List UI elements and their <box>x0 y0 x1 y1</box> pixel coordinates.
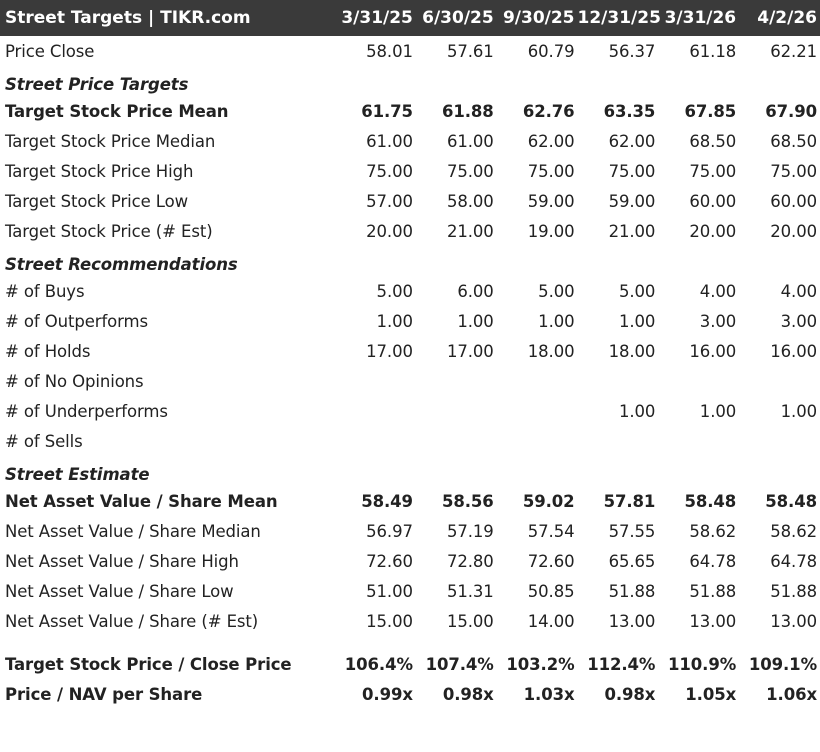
row-label: # of Sells <box>5 431 83 451</box>
table-row-target-mean <box>0 96 820 126</box>
cell-value: 68.50 <box>770 131 817 151</box>
cell-value: 57.61 <box>446 41 494 61</box>
column-header: 9/30/25 <box>502 8 575 28</box>
cell-value: 75.00 <box>366 161 413 181</box>
table-row-nav-high <box>0 546 820 576</box>
cell-value: 21.00 <box>608 221 656 241</box>
cell-value: 62.00 <box>527 131 575 151</box>
cell-value: 75.00 <box>770 161 817 181</box>
cell-value: 5.00 <box>376 281 413 301</box>
cell-value: 72.80 <box>446 551 494 571</box>
spacer-row <box>0 636 820 649</box>
cell-value: 110.9% <box>668 654 737 674</box>
cell-value: 107.4% <box>425 654 494 674</box>
cell-value: 56.37 <box>608 41 656 61</box>
cell-value: 59.02 <box>522 491 575 511</box>
cell-value <box>739 426 820 456</box>
header-row <box>0 0 820 36</box>
cell-value: 58.48 <box>765 491 817 511</box>
cell-value: 62.00 <box>608 131 656 151</box>
cell-value <box>739 366 820 396</box>
cell-value: 60.79 <box>527 41 575 61</box>
row-label: Net Asset Value / Share Mean <box>5 491 278 511</box>
cell-value <box>658 366 739 396</box>
cell-value: 62.21 <box>770 41 817 61</box>
cell-value: 15.00 <box>446 611 494 631</box>
cell-value: 5.00 <box>618 281 656 301</box>
cell-value: 58.01 <box>366 41 413 61</box>
cell-value: 75.00 <box>446 161 494 181</box>
cell-value <box>335 396 416 426</box>
cell-value: 1.00 <box>618 311 656 331</box>
cell-value: 4.00 <box>780 281 817 301</box>
column-header: 4/2/26 <box>757 8 817 28</box>
cell-value: 1.06x <box>766 684 817 704</box>
table-row-nav-est <box>0 606 820 636</box>
cell-value <box>497 366 578 396</box>
cell-value: 51.88 <box>689 581 737 601</box>
cell-value: 68.50 <box>689 131 737 151</box>
cell-value: 57.54 <box>527 521 575 541</box>
cell-value: 18.00 <box>527 341 575 361</box>
cell-value: 64.78 <box>770 551 817 571</box>
row-label: Net Asset Value / Share Low <box>5 581 234 601</box>
cell-value: 106.4% <box>344 654 413 674</box>
cell-value: 58.48 <box>684 491 737 511</box>
cell-value: 17.00 <box>446 341 494 361</box>
cell-value: 75.00 <box>527 161 575 181</box>
cell-value: 72.60 <box>366 551 413 571</box>
row-label: Net Asset Value / Share (# Est) <box>5 611 259 631</box>
row-label: # of Underperforms <box>5 401 168 421</box>
cell-value: 61.18 <box>689 41 737 61</box>
table-row-nav-median <box>0 516 820 546</box>
cell-value: 3.00 <box>780 311 817 331</box>
cell-value: 61.00 <box>366 131 413 151</box>
row-label: Target Stock Price / Close Price <box>5 654 292 674</box>
column-header: 3/31/25 <box>341 8 413 28</box>
cell-value: 13.00 <box>770 611 817 631</box>
cell-value: 15.00 <box>366 611 413 631</box>
cell-value: 1.05x <box>685 684 737 704</box>
table-row-underperforms <box>0 396 820 426</box>
cell-value: 1.00 <box>780 401 817 421</box>
cell-value <box>416 426 497 456</box>
cell-value: 62.76 <box>522 101 575 121</box>
row-label: Price / NAV per Share <box>5 684 203 704</box>
cell-value <box>658 426 739 456</box>
cell-value <box>335 426 416 456</box>
row-label: # of Buys <box>5 281 85 301</box>
cell-value: 61.88 <box>442 101 494 121</box>
cell-value: 13.00 <box>689 611 737 631</box>
cell-value: 103.2% <box>506 654 575 674</box>
cell-value: 6.00 <box>457 281 494 301</box>
table-row-target-high <box>0 156 820 186</box>
row-label: Target Stock Price High <box>5 161 194 181</box>
column-header: 3/31/26 <box>664 8 737 28</box>
table-row-nav-low <box>0 576 820 606</box>
cell-value: 56.97 <box>366 521 413 541</box>
row-label: # of Holds <box>5 341 91 361</box>
row-label: # of No Opinions <box>5 371 144 391</box>
cell-value: 67.85 <box>684 101 737 121</box>
cell-value: 75.00 <box>689 161 737 181</box>
cell-value: 0.98x <box>442 684 494 704</box>
cell-value: 67.90 <box>765 101 817 121</box>
cell-value: 63.35 <box>603 101 656 121</box>
cell-value <box>335 366 416 396</box>
cell-value: 57.55 <box>608 521 656 541</box>
cell-value: 61.00 <box>446 131 494 151</box>
section-header-row <box>0 246 820 276</box>
section-title: Street Recommendations <box>5 255 238 274</box>
cell-value: 50.85 <box>527 581 575 601</box>
row-label: Price Close <box>5 41 95 61</box>
table-row-price-close <box>0 36 820 66</box>
table-row-sells <box>0 426 820 456</box>
cell-value: 112.4% <box>587 654 656 674</box>
table-row-outperforms <box>0 306 820 336</box>
cell-value: 4.00 <box>699 281 737 301</box>
cell-value: 16.00 <box>770 341 817 361</box>
cell-value: 0.99x <box>362 684 413 704</box>
cell-value <box>416 366 497 396</box>
cell-value: 58.56 <box>442 491 494 511</box>
cell-value: 1.00 <box>376 311 413 331</box>
row-label: # of Outperforms <box>5 311 149 331</box>
cell-value: 21.00 <box>446 221 494 241</box>
cell-value: 0.98x <box>604 684 656 704</box>
table-row-holds <box>0 336 820 366</box>
cell-value: 51.88 <box>608 581 656 601</box>
cell-value: 57.81 <box>603 491 656 511</box>
table-row-no-opinions <box>0 366 820 396</box>
cell-value <box>578 426 659 456</box>
cell-value: 51.31 <box>446 581 494 601</box>
cell-value: 109.1% <box>748 654 817 674</box>
cell-value: 61.75 <box>361 101 413 121</box>
cell-value: 1.00 <box>457 311 494 331</box>
column-header: 12/31/25 <box>577 8 661 28</box>
cell-value: 18.00 <box>608 341 656 361</box>
cell-value: 59.00 <box>608 191 656 211</box>
cell-value: 19.00 <box>527 221 575 241</box>
cell-value: 13.00 <box>608 611 656 631</box>
cell-value: 58.62 <box>689 521 737 541</box>
table-row-target-est <box>0 216 820 246</box>
row-label: Target Stock Price Median <box>5 131 216 151</box>
row-label: Target Stock Price (# Est) <box>5 221 213 241</box>
cell-value: 1.00 <box>699 401 737 421</box>
table-row-target-low <box>0 186 820 216</box>
cell-value: 1.03x <box>523 684 575 704</box>
section-header-row <box>0 66 820 96</box>
cell-value: 72.60 <box>527 551 575 571</box>
cell-value <box>578 366 659 396</box>
cell-value: 17.00 <box>366 341 413 361</box>
cell-value: 60.00 <box>689 191 737 211</box>
table-row-target-median <box>0 126 820 156</box>
table-row-target-to-close <box>0 649 820 679</box>
cell-value: 75.00 <box>608 161 656 181</box>
cell-value: 51.00 <box>366 581 413 601</box>
row-label: Net Asset Value / Share Median <box>5 521 261 541</box>
section-title: Street Price Targets <box>5 75 189 94</box>
cell-value: 60.00 <box>770 191 817 211</box>
cell-value: 20.00 <box>770 221 817 241</box>
cell-value: 58.00 <box>446 191 494 211</box>
table-row-buys <box>0 276 820 306</box>
cell-value <box>497 426 578 456</box>
row-label: Net Asset Value / Share High <box>5 551 239 571</box>
cell-value <box>416 396 497 426</box>
column-header: 6/30/25 <box>422 8 494 28</box>
section-title: Street Estimate <box>5 465 150 484</box>
cell-value: 1.00 <box>618 401 656 421</box>
row-label: Target Stock Price Low <box>5 191 188 211</box>
table-row-price-to-nav <box>0 679 820 709</box>
cell-value <box>497 396 578 426</box>
table-title: Street Targets | TIKR.com <box>5 8 251 28</box>
cell-value: 64.78 <box>689 551 737 571</box>
cell-value: 59.00 <box>527 191 575 211</box>
cell-value: 58.62 <box>770 521 817 541</box>
cell-value: 57.19 <box>446 521 494 541</box>
cell-value: 58.49 <box>361 491 413 511</box>
spacer <box>0 636 820 649</box>
table-row-nav-mean <box>0 486 820 516</box>
cell-value: 51.88 <box>770 581 817 601</box>
cell-value: 14.00 <box>527 611 575 631</box>
cell-value: 3.00 <box>699 311 737 331</box>
cell-value: 1.00 <box>538 311 575 331</box>
section-header-row <box>0 456 820 486</box>
cell-value: 65.65 <box>608 551 656 571</box>
cell-value: 5.00 <box>538 281 575 301</box>
cell-value: 20.00 <box>689 221 737 241</box>
cell-value: 16.00 <box>689 341 737 361</box>
row-label: Target Stock Price Mean <box>5 101 229 121</box>
cell-value: 57.00 <box>366 191 413 211</box>
cell-value: 20.00 <box>366 221 413 241</box>
